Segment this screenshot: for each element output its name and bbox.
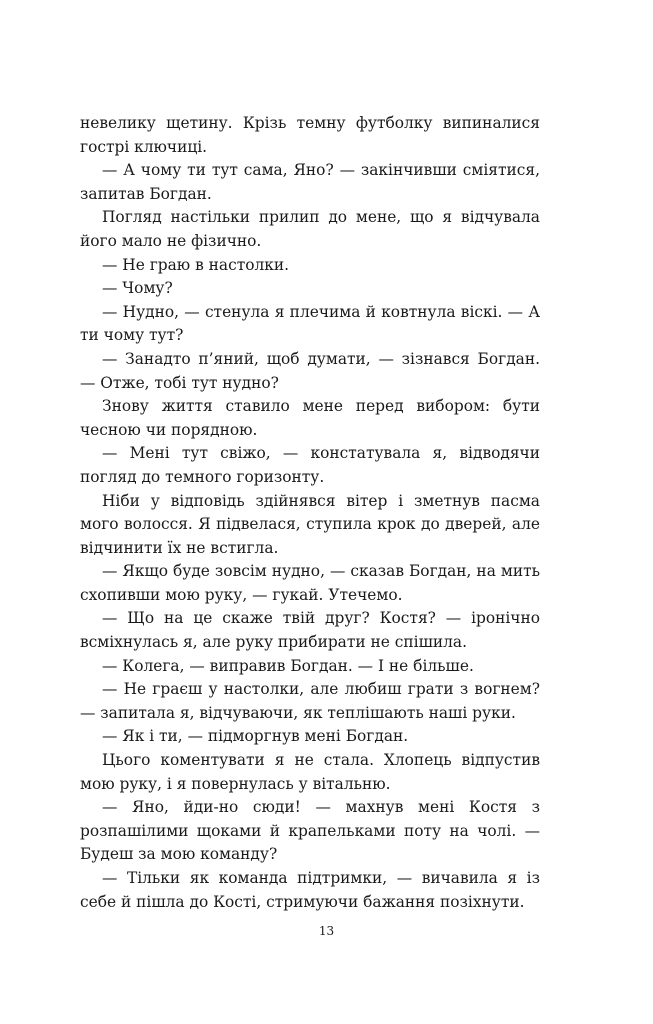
paragraph: — Тільки як команда підтримки, — вичавила я із себе й пішла до Кості, стримуючи бажання позіхнути. [80,869,540,911]
body-text [80,112,540,914]
paragraph: — Яно, йди-но сюди! — махнув мені Костя з розпашілими щоками й крапельками поту на чолі. — Будеш за мою команду? [80,798,540,864]
paragraph: — Колега, — виправив Богдан. — І не більше. [102,656,474,675]
paragraph: — Не граєш у настолки, але любиш грати з вогнем? — запитала я, відчуваючи, як теплішають наші руки. [80,680,540,722]
paragraph: — Як і ти, — підморгнув мені Богдан. [102,727,409,746]
paragraph: — Нудно, — стенула я плечима й ковтнула віскі. — А ти чому тут? [80,302,540,345]
page-number: 13 [318,924,335,938]
paragraph: Ніби у відповідь здійнявся вітер і зметнув пасма мого волосся. Я підвелася, ступила крок до дверей, але відчинити їх не встигла. [80,491,540,557]
paragraph: — Не граю в настолки. [102,255,290,274]
paragraph: — Занадто п’яний, щоб думати, — зізнався Богдан. — Отже, тобі тут нудно? [80,349,540,392]
paragraph: — Мені тут свіжо, — констатувала я, відводячи погляд до темного горизонту. [80,444,540,486]
paragraph: — А чому ти тут сама, Яно? — закінчивши сміятися, запитав Богдан. [80,161,540,203]
paragraph: — Чому? [102,279,173,298]
paragraph: — Що на це скаже твій друг? Костя? — іронічно всміхнулась я, але руку прибирати не спішила. [80,609,540,652]
paragraph: Знову життя ставило мене перед вибором: бути чесною чи порядною. [80,397,540,439]
paragraph: — Якщо буде зовсім нудно, — сказав Богдан, на мить схопивши мою руку, — гукай. Утечемо. [80,562,540,604]
paragraph: невелику щетину. Крізь темну футболку випиналися гострі ключиці. [80,114,540,156]
paragraph: Погляд настільки прилип до мене, що я відчувала його мало не фізично. [80,208,540,250]
paragraph: Цього коментувати я не стала. Хлопець відпустив мою руку, і я повернулась у вітальню. [80,751,540,793]
